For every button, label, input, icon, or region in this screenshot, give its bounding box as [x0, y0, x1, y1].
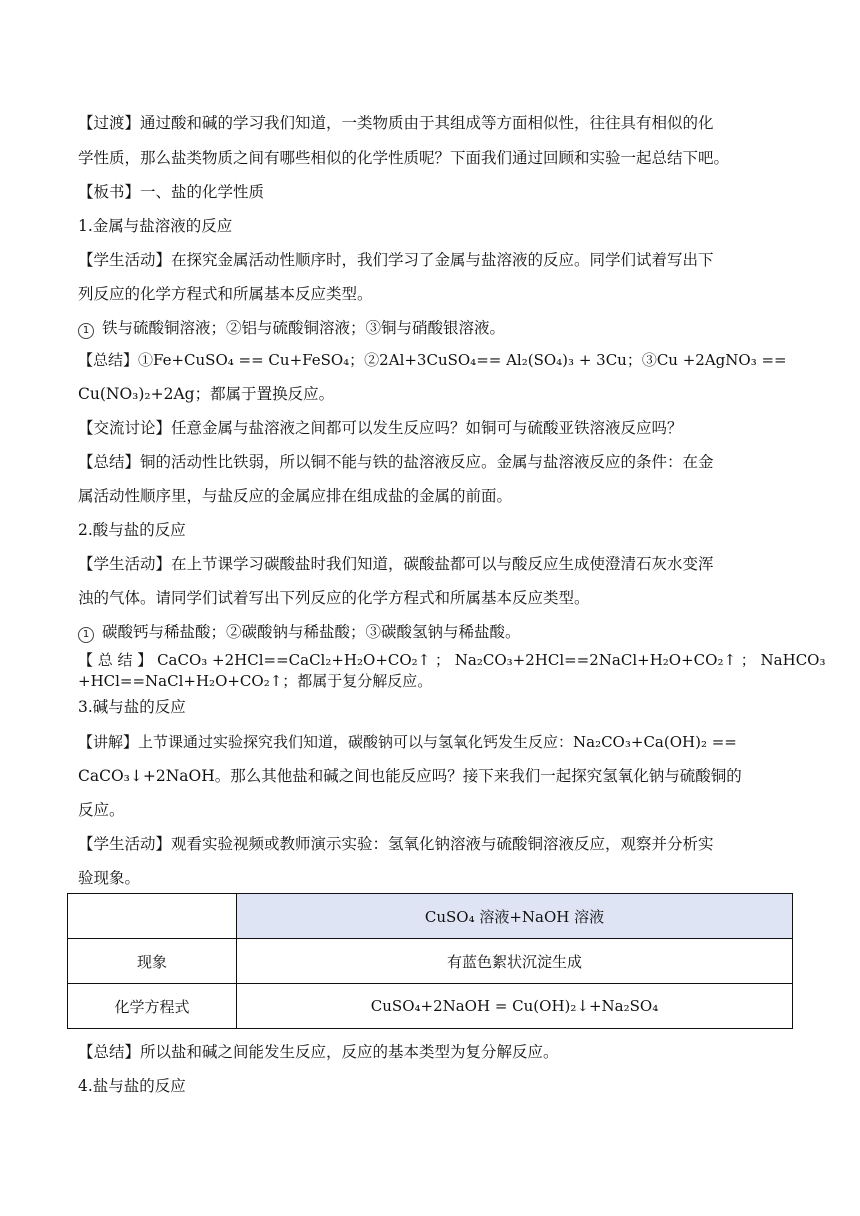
section-4-title: 4.盐与盐的反应 [78, 1077, 186, 1095]
table-row-value: CuSO₄+2NaOH = Cu(OH)₂↓+Na₂SO₄ [237, 984, 793, 1029]
section-1-title: 1.金属与盐溶液的反应 [78, 217, 233, 235]
table-row [68, 939, 793, 984]
student-activity-3-line2: 验现象。 [78, 869, 141, 887]
paragraph-transition-line2: 学性质，那么盐类物质之间有哪些相似的化学性质呢？下面我们通过回顾和实验一起总结下吧。 [78, 149, 730, 167]
reaction-list-1-text: 铁与硫酸铜溶液；②铝与硫酸铜溶液；③铜与硝酸银溶液。 [102, 319, 506, 337]
summary-3-line2: +HCl==NaCl+H₂O+CO₂↑；都属于复分解反应。 [78, 672, 433, 690]
discussion-line: 【交流讨论】任意金属与盐溶液之间都可以发生反应吗？如铜可与硫酸亚铁溶液反应吗？ [78, 419, 683, 437]
explanation-line2: CaCO₃↓+2NaOH。那么其他盐和碱之间也能反应吗？接下来我们一起探究氢氧化钠与硫酸铜的 [78, 767, 742, 785]
summary-2-line2: 属活动性顺序里，与盐反应的金属应排在组成盐的金属的前面。 [78, 487, 513, 505]
table-row-label: 现象 [68, 939, 237, 984]
table-header-cell: CuSO₄ 溶液+NaOH 溶液 [237, 894, 793, 939]
reaction-list-2-text: 碳酸钙与稀盐酸；②碳酸钠与稀盐酸；③碳酸氢钠与稀盐酸。 [102, 623, 521, 641]
reaction-list-1 [78, 318, 505, 339]
summary-4-line: 【总结】所以盐和碱之间能发生反应，反应的基本类型为复分解反应。 [78, 1043, 559, 1061]
board-heading: 【板书】一、盐的化学性质 [78, 183, 265, 201]
student-activity-2-line2: 浊的气体。请同学们试着写出下列反应的化学方程式和所属基本反应类型。 [78, 589, 590, 607]
student-activity-3-line1: 【学生活动】观看实验视频或教师演示实验：氢氧化钠溶液与硫酸铜溶液反应，观察并分析实 [78, 835, 714, 853]
summary-1-line1: 【总结】①Fe+CuSO₄ == Cu+FeSO₄；②2Al+3CuSO₄== Al₂(SO₄)₃ + 3Cu；③Cu +2AgNO₃ == [78, 351, 787, 369]
experiment-table [67, 893, 793, 1029]
circled-number-marker: 1 [78, 323, 94, 339]
student-activity-2-line1: 【学生活动】在上节课学习碳酸盐时我们知道，碳酸盐都可以与酸反应生成使澄清石灰水变浑 [78, 555, 714, 573]
section-2-title: 2.酸与盐的反应 [78, 521, 186, 539]
student-activity-1-line1: 【学生活动】在探究金属活动性顺序时，我们学习了金属与盐溶液的反应。同学们试着写出下 [78, 251, 714, 269]
paragraph-transition-line1: 【过渡】通过酸和碱的学习我们知道，一类物质由于其组成等方面相似性，往往具有相似的化 [78, 114, 714, 132]
explanation-line3: 反应。 [78, 801, 125, 819]
student-activity-1-line2: 列反应的化学方程式和所属基本反应类型。 [78, 285, 373, 303]
summary-2-line1: 【总结】铜的活动性比铁弱，所以铜不能与铁的盐溶液反应。金属与盐溶液反应的条件：在金 [78, 453, 714, 471]
summary-3-line1: 【 总 结 】 CaCO₃ +2HCl==CaCl₂+H₂O+CO₂↑ ； Na₂CO₃+2HCl==2NaCl+H₂O+CO₂↑ ； NaHCO₃ [78, 651, 826, 669]
table-row-label: 化学方程式 [68, 984, 237, 1029]
circled-number-marker: 1 [78, 627, 94, 643]
table-row [68, 984, 793, 1029]
reaction-list-2 [78, 622, 521, 643]
table-header-row [68, 894, 793, 939]
summary-1-line2: Cu(NO₃)₂+2Ag；都属于置换反应。 [78, 385, 335, 403]
explanation-line1: 【讲解】上节课通过实验探究我们知道，碳酸钠可以与氢氧化钙发生反应：Na₂CO₃+Ca(OH)₂ == [78, 733, 737, 751]
section-3-title: 3.碱与盐的反应 [78, 698, 186, 716]
table-row-value: 有蓝色絮状沉淀生成 [237, 939, 793, 984]
table-header-empty-cell [68, 894, 237, 939]
